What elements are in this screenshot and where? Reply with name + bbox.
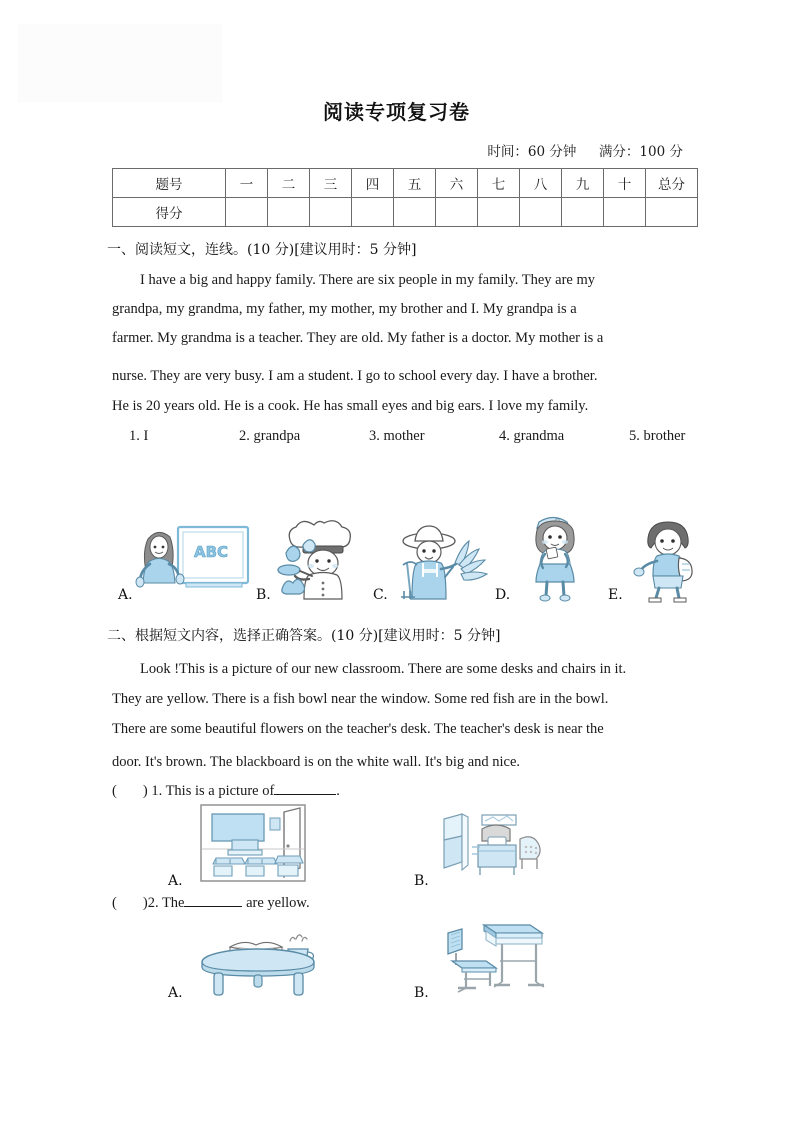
column-header-10: 十 <box>604 169 646 198</box>
watermark-placeholder <box>18 24 222 102</box>
match-word-1-num: 1. <box>129 428 140 444</box>
nurse-icon <box>517 508 593 604</box>
section-2-passage <box>112 655 682 684</box>
match-word-5-text: brother <box>643 428 686 444</box>
match-option-b[interactable] <box>256 505 376 605</box>
passage-line-2: grandpa, my grandma, my father, my mother, my brother and I. My grandpa is a <box>112 301 577 317</box>
page-title: 阅读专项复习卷 <box>323 100 470 124</box>
score-table <box>112 168 698 227</box>
question-2-option-b[interactable] <box>414 913 644 1003</box>
match-word-5[interactable] <box>629 428 719 445</box>
question-2-option-a-letter: A. <box>168 985 183 1001</box>
column-header-7: 七 <box>478 169 520 198</box>
row-header-score: 得分 <box>113 198 226 227</box>
passage2-line-4: door. It's brown. The blackboard is on the white wall. It's big and nice. <box>112 754 521 770</box>
score-cell-10[interactable] <box>604 198 646 227</box>
match-option-a[interactable] <box>118 505 253 605</box>
match-word-2[interactable] <box>239 428 369 445</box>
match-option-e-letter: E. <box>608 587 623 603</box>
question-1-text-before: This is a picture of <box>165 783 275 799</box>
match-word-list <box>112 428 687 445</box>
passage2-line-1: Look !This is a picture of our new classroom. There are some desks and chairs in it. <box>140 661 627 677</box>
question-1-paren-close: ) <box>142 783 148 799</box>
question-2-text-before: The <box>161 895 185 911</box>
passage2-line-3: There are some beautiful flowers on the teacher's desk. The teacher's desk is near the <box>112 721 604 737</box>
score-cell-7[interactable] <box>478 198 520 227</box>
column-header-3: 三 <box>310 169 352 198</box>
passage-line-5: He is 20 years old. He is a cook. He has small eyes and big ears. I love my family. <box>112 398 589 414</box>
column-header-8: 八 <box>520 169 562 198</box>
score-cell-2[interactable] <box>268 198 310 227</box>
full-score-label: 满分：100 分 <box>598 144 683 160</box>
section-1-passage <box>112 266 682 295</box>
farmer-with-wheat-icon <box>393 519 495 603</box>
match-word-3-text: mother <box>383 428 425 444</box>
match-word-2-text: grandpa <box>253 428 301 444</box>
question-1-text-after: . <box>336 783 340 799</box>
column-header-2: 二 <box>268 169 310 198</box>
cook-with-pan-icon <box>276 515 376 603</box>
section-2-heading: 二、根据短文内容，选择正确答案。(10 分)[建议用时：5 分钟] <box>107 628 501 644</box>
question-2-paren-open: ( <box>112 895 117 911</box>
exam-meta-line <box>487 140 683 160</box>
passage2-line-2: They are yellow. There is a fish bowl near the window. Some red fish are in the bowl. <box>112 691 609 707</box>
column-header-6: 六 <box>436 169 478 198</box>
column-header-5: 五 <box>394 169 436 198</box>
question-2-blank[interactable] <box>184 893 242 907</box>
passage-line-4: nurse. They are very busy. I am a student. I go to school every day. I have a brother. <box>112 368 598 384</box>
column-header-9: 九 <box>562 169 604 198</box>
match-word-3-num: 3. <box>369 428 380 444</box>
match-option-d[interactable] <box>495 505 610 605</box>
question-2-paren-close: ) <box>142 895 148 911</box>
row-header-question-number: 题号 <box>113 169 226 198</box>
match-word-5-num: 5. <box>629 428 640 444</box>
match-word-3[interactable] <box>369 428 499 445</box>
column-header-1: 一 <box>226 169 268 198</box>
match-word-1[interactable] <box>112 428 239 445</box>
question-1-line <box>112 781 340 800</box>
score-cell-total[interactable] <box>646 198 698 227</box>
score-cell-9[interactable] <box>562 198 604 227</box>
question-2-option-b-letter: B. <box>414 985 429 1001</box>
section-1-heading: 一、阅读短文，连线。(10 分)[建议用时：5 分钟] <box>107 242 417 258</box>
match-option-d-letter: D. <box>495 587 511 603</box>
time-limit-label: 时间：60 分钟 <box>487 144 577 160</box>
round-table-with-book-icon <box>196 919 320 995</box>
score-cell-3[interactable] <box>310 198 352 227</box>
question-1-paren-open: ( <box>112 783 117 799</box>
school-desk-and-chair-icon <box>442 915 548 997</box>
match-word-4-text: grandma <box>513 428 565 444</box>
match-word-2-num: 2. <box>239 428 250 444</box>
table-row-scores <box>113 198 698 227</box>
question-1-option-b[interactable] <box>414 803 644 891</box>
match-option-b-letter: B. <box>256 587 271 603</box>
match-option-c[interactable] <box>373 505 495 605</box>
match-option-a-letter: A. <box>118 587 133 603</box>
score-cell-6[interactable] <box>436 198 478 227</box>
score-cell-8[interactable] <box>520 198 562 227</box>
student-with-backpack-icon <box>630 514 708 604</box>
question-1-number: 1. <box>151 783 163 799</box>
teacher-at-blackboard-icon <box>134 519 252 601</box>
question-2-line <box>112 893 310 912</box>
column-header-total: 总分 <box>646 169 698 198</box>
svg-text:ABC: ABC <box>194 543 229 561</box>
question-1-options-row <box>0 803 793 891</box>
match-picture-row <box>0 505 793 605</box>
score-cell-4[interactable] <box>352 198 394 227</box>
bedroom-illustration-icon <box>438 807 548 883</box>
question-2-number: 2. <box>147 895 159 911</box>
match-option-e[interactable] <box>608 505 718 605</box>
question-1-option-b-letter: B. <box>414 873 429 889</box>
question-2-options-row <box>0 913 793 1003</box>
passage-line-1: I have a big and happy family. There are six people in my family. They are my <box>140 272 595 288</box>
question-2-option-a[interactable] <box>168 913 398 1003</box>
match-word-4[interactable] <box>499 428 629 445</box>
match-word-4-num: 4. <box>499 428 510 444</box>
match-option-c-letter: C. <box>373 587 388 603</box>
score-cell-1[interactable] <box>226 198 268 227</box>
match-word-1-text: I <box>143 428 149 444</box>
score-cell-5[interactable] <box>394 198 436 227</box>
passage-line-3: farmer. My grandma is a teacher. They are old. My father is a doctor. My mother is a <box>112 330 604 346</box>
question-2-text-after: are yellow. <box>246 895 310 911</box>
table-row-question-numbers <box>113 169 698 198</box>
classroom-illustration-icon <box>200 804 306 882</box>
question-1-option-a-letter: A. <box>168 873 183 889</box>
question-1-blank[interactable] <box>274 781 336 795</box>
column-header-4: 四 <box>352 169 394 198</box>
question-1-option-a[interactable] <box>168 803 398 891</box>
